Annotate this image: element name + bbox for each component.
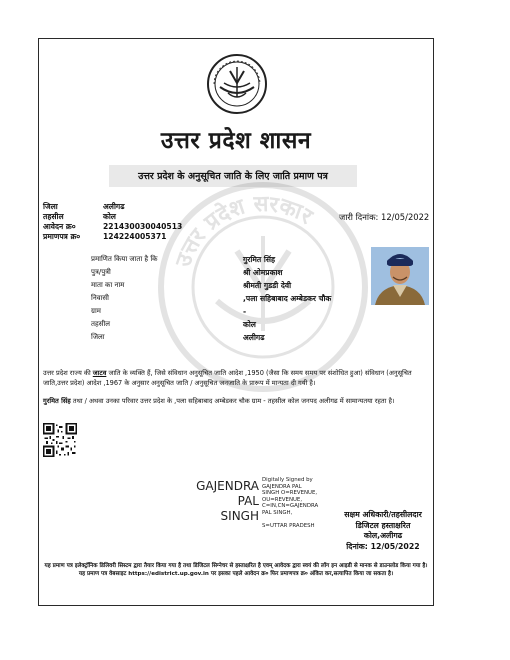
father-value: श्री ओमप्रकाश (243, 268, 283, 277)
application-number-value: 221430030040513 (103, 222, 183, 231)
certificate-page (38, 38, 434, 606)
certify-intro: प्रमाणित किया जाता है कि (91, 255, 158, 263)
tehsil-row-value: कोल (243, 320, 256, 329)
digital-signature-details: Digitally Signed by GAJENDRA PAL SINGH O=REVENUE, OU=REVENUE, C=IN,CN=GAJENDRA PAL SINGH, S=UTTAR PRADESH (262, 477, 319, 530)
applicant-photo (371, 247, 429, 305)
up-government-emblem-icon (206, 53, 268, 115)
village-value: - (243, 307, 247, 316)
applicant-name: गुरमित सिंह (243, 255, 275, 264)
svg-text:उत्तर प्रदेश सरकार: उत्तर प्रदेश सरकार (171, 191, 317, 271)
issue-date: जारी दिनांक: 12/05/2022 (339, 212, 430, 222)
resident-value: ,पला सहिबाबाद अम्बेडकर चौक (243, 294, 332, 303)
footer-note: यह प्रमाण पत्र इलेक्ट्रॉनिक डिलिवरी सिस्टम द्वारा तैयार किया गया है तथा डिजिटल सिग्नेचर से हस्ताक्षरित है एवम् आवेदक द्वारा स्वयं की लॉग इन आइडी से मानक से डाउनलोड किया गया है। यह प्रमाण पत्र वेबसाइट https://edistrict.up.gov.in पर इसका पहले आवेदन क्र० फिर प्रमाणपत्र क्र० अंकित कर,सत्यापित किया जा सकता है। (44, 563, 428, 577)
tehsil-label: तहसील (43, 212, 64, 221)
village-label: ग्राम (91, 307, 101, 315)
qr-code-icon[interactable] (43, 423, 77, 457)
mother-label: माता का नाम (91, 281, 125, 289)
district-row-label: जिला (91, 333, 105, 341)
officer-date: दिनांक: 12/05/2022 (346, 541, 420, 551)
officer-location: कोल,अलीगढ (363, 531, 403, 540)
resident-label: निवासी (91, 294, 109, 302)
officer-designation: सक्षम अधिकारी/तहसीलदार (344, 510, 422, 519)
paragraph-name: गुरमित सिंह (43, 397, 71, 405)
district-value: अलीगढ (103, 202, 125, 211)
mother-value: श्रीमती गुडडी देवी (243, 281, 292, 290)
certificate-subtitle: उत्तर प्रदेश के अनुसूचित जाति के लिए जाति प्रमाण पत्र (138, 171, 328, 182)
signer-name: GAJENDRA PAL SINGH (196, 479, 259, 523)
tehsil-row-label: तहसील (91, 320, 110, 328)
certificate-number-label: प्रमाणपत्र क्र० (43, 232, 81, 241)
district-label: जिला (43, 202, 58, 211)
officer-block (333, 510, 433, 552)
tehsil-value: कोल (103, 212, 116, 221)
page-title: उत्तर प्रदेश शासन (160, 128, 312, 154)
caste-name: जाटव (92, 369, 107, 377)
officer-digitally-signed: डिजिटल हस्ताक्षरित (355, 520, 411, 530)
certificate-paragraph-1: उत्तर प्रदेश राज्य की जाटव जाति के व्यक्ति हैं, जिसे संविधान अनुसूचित जाति आदेश ,1950 (जैसा कि समय समय पर संशोधित हुआ) संविधान (अनुसूचित जाति,उत्तर प्रदेश) आदेश ,1967 के अनुसार अनुसूचित जाति / अनुसूचित जनजाति के प्रारूप में मान्यता दी गयी है। (43, 369, 412, 387)
district-row-value: अलीगढ (243, 333, 265, 342)
certificate-paragraph-2: गुरमित सिंह तथा / अथवा उनका परिवार उत्तर प्रदेश के ,पला सहिबाबाद अम्बेडकर चौक ग्राम - तहसील कोल जनपद अलीगढ में सामान्यतया रहता है। (43, 397, 395, 405)
certificate-number-value: 124224005371 (103, 232, 167, 241)
application-number-label: आवेदन क्र० (43, 222, 76, 231)
father-label: पुत्र/पुत्री (91, 268, 111, 276)
